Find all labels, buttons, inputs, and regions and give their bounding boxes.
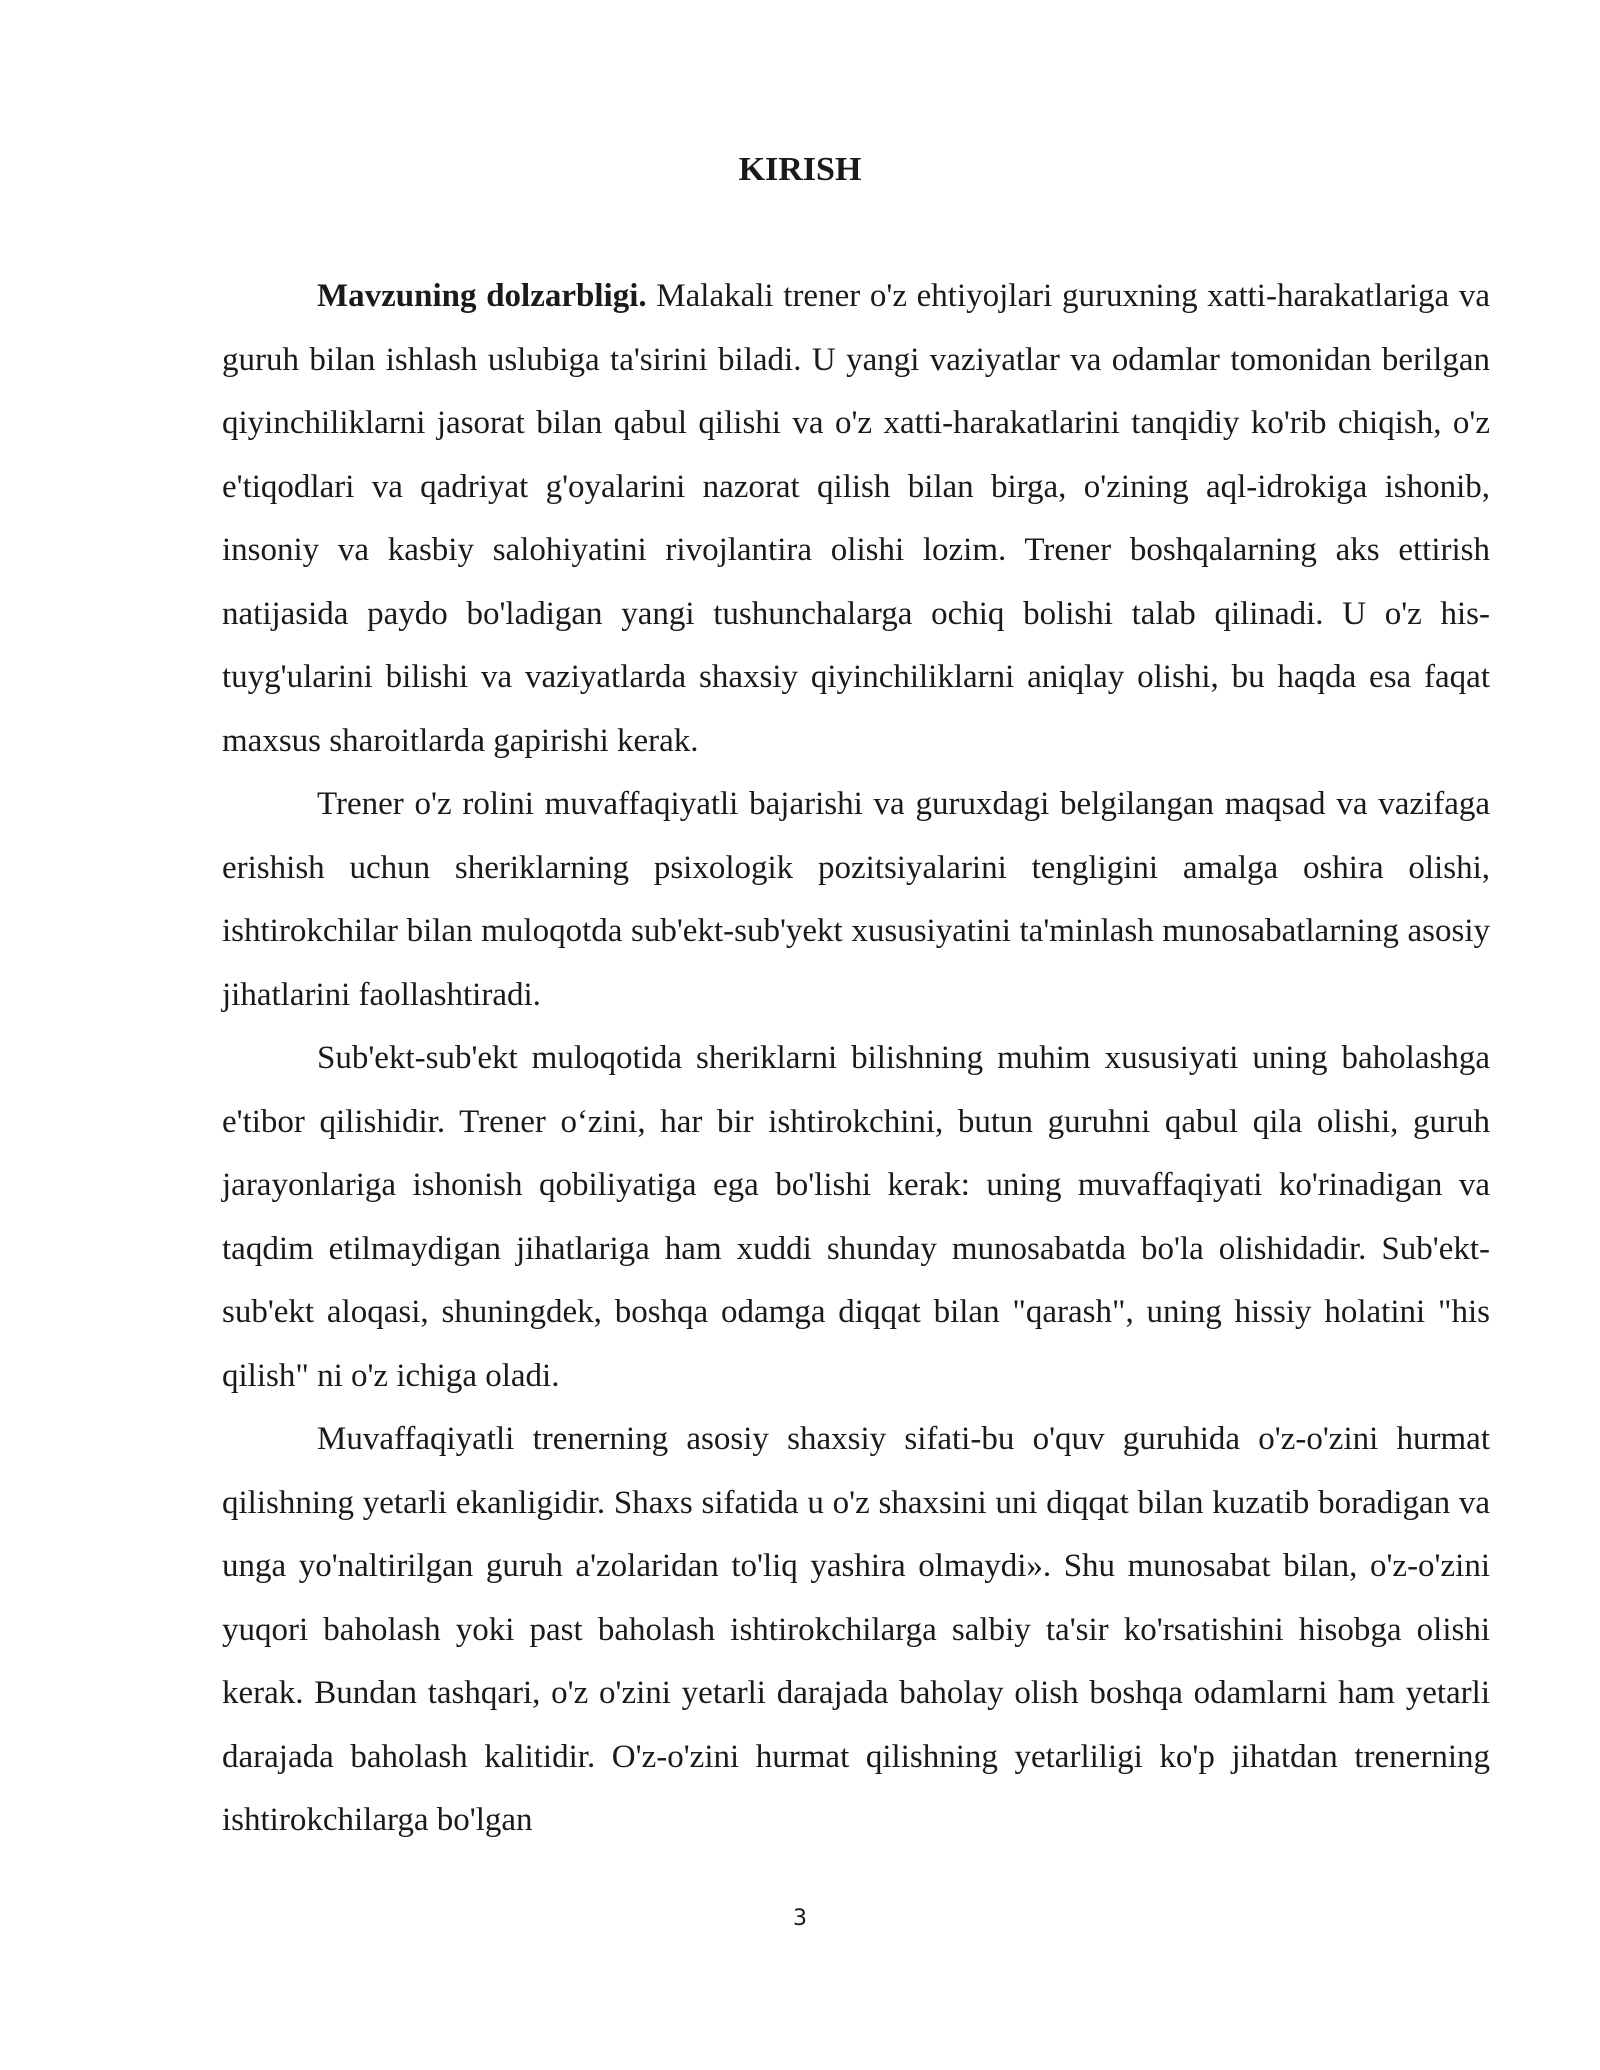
paragraph-3: Sub'ekt-sub'ekt muloqotida sheriklarni bilishning muhim xususiyati uning baholashga e'tibor qilishidir. Trener o‘zini, har bir ishtirokchini, butun guruhni qabul qila olishi, guruh jarayonlariga ishonish qobiliyatiga ega bo'lishi kerak: uning muvaffaqiyati ko'rinadigan va taqdim etilmaydigan jihatlariga ham xuddi shunday munosabatda bo'la olishidadir. Sub'ekt-sub'ekt aloqasi, shuningdek, boshqa odamga diqqat bilan "qarash", uning hissiy holatini "his qilish" ni o'z ichiga oladi.: [222, 1040, 1490, 1394]
paragraph-2: Trener o'z rolini muvaffaqiyatli bajarishi va guruxdagi belgilangan maqsad va vazifaga erishish uchun sheriklarning psixologik pozitsiyalarini tengligini amalga oshira olishi, ishtirokchilar bilan muloqotda sub'ekt-sub'yekt xususiyatini ta'minlash munosabatlarning asosiy jihatlarini faollashtiradi.: [222, 786, 1490, 1013]
page-number: 3: [793, 1906, 807, 1931]
section-title: KIRISH: [738, 151, 862, 188]
body-text: [222, 265, 1490, 1853]
paragraph-1: [222, 265, 1490, 773]
paragraph-text: Malakali trener o'z ehtiyojlari guruxning xatti-harakatlariga va guruh bilan ishlash uslubiga ta'sirini biladi. U yangi vaziyatlar va odamlar tomonidan berilgan qiyinchiliklarni jasorat bilan qabul qilishi va o'z xatti-harakatlarini tanqidiy ko'rib chiqish, o'z e'tiqodlari va qadriyat g'oyalarini nazorat qilish bilan birga, o'zining aql-idrokiga ishonib, insoniy va kasbiy salohiyatini rivojlantira olishi lozim. Trener boshqalarning aks ettirish natijasida paydo bo'ladigan yangi tushunchalarga ochiq bolishi talab qilinadi. U o'z his-tuyg'ularini bilishi va vaziyatlarda shaxsiy qiyinchiliklarni aniqlay olishi, bu haqda esa faqat maxsus sharoitlarda gapirishi kerak.: [222, 278, 1490, 759]
paragraph-lead: Mavzuning dolzarbligi.: [317, 278, 647, 314]
paragraph-4: Muvaffaqiyatli trenerning asosiy shaxsiy sifati-bu o'quv guruhida o'z-o'zini hurmat qilishning yetarli ekanligidir. Shaxs sifatida u o'z shaxsini uni diqqat bilan kuzatib boradigan va unga yo'naltirilgan guruh a'zolaridan to'liq yashira olmaydi». Shu munosabat bilan, o'z-o'zini yuqori baholash yoki past baholash ishtirokchilarga salbiy ta'sir ko'rsatishini hisobga olishi kerak. Bundan tashqari, o'z o'zini yetarli darajada baholay olish boshqa odamlarni ham yetarli darajada baholash kalitidir. O'z-o'zini hurmat qilishning yetarliligi ko'p jihatdan trenerning ishtirokchilarga bo'lgan: [222, 1421, 1490, 1838]
